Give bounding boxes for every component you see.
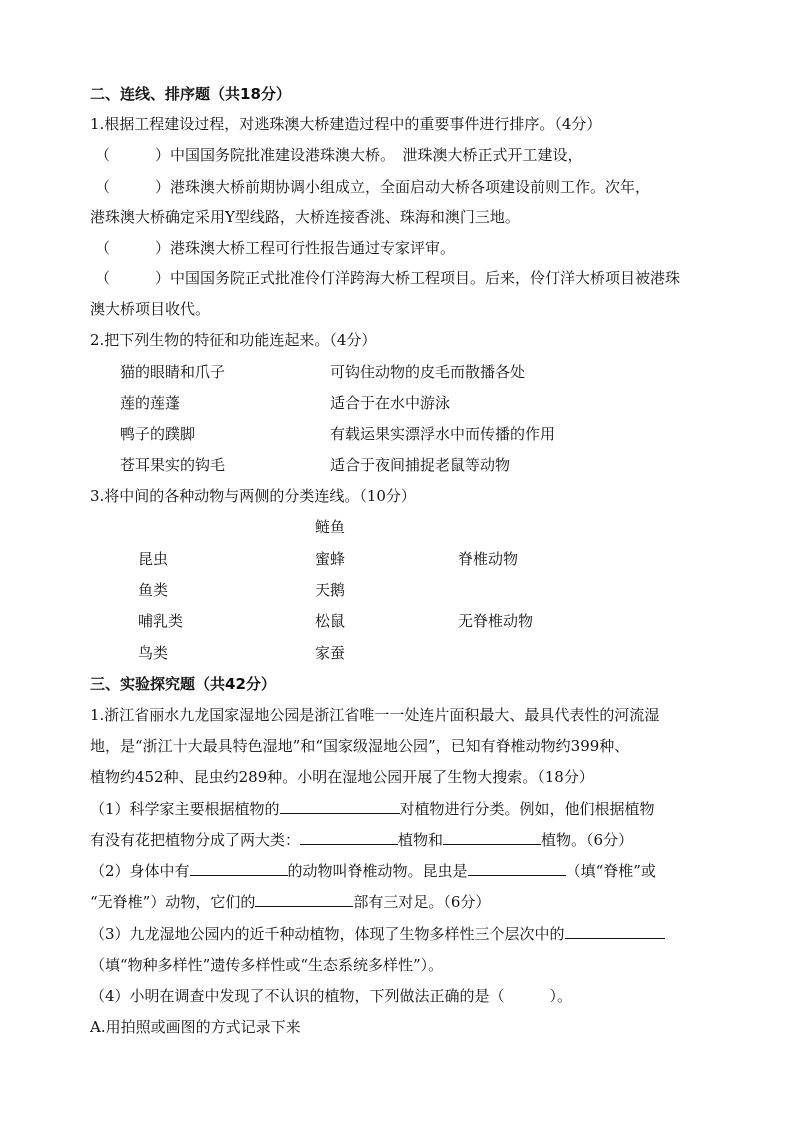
q2-left-1: 猫的眼睛和爪子 [120, 363, 226, 381]
s3q1-intro-1: 1.浙江省丽水九龙国家湿地公园是浙江省唯一一处连片面积最大、最具代表性的河流湿 [90, 706, 660, 724]
q1-item-4: （ ）中国国务院正式批准伶仃洋跨海大桥工程项目。后来，伶仃洋大桥项目被港珠 [95, 269, 681, 287]
q3-left-4: 鸟类 [138, 644, 169, 662]
s3q1-intro-3: 植物约452种、昆虫约289种。小明在湿地公园开展了生物大搜索。（18分） [90, 768, 594, 786]
q2-left-2: 莲的莲蓬 [120, 394, 181, 412]
part1-text-b: 对植物进行分类。例如，他们根据植物 [399, 800, 655, 818]
s3q1-part2-line1 [90, 861, 656, 881]
q2-right-3: 有载运果实漂浮水中而传播的作用 [330, 425, 556, 443]
q3-left-2: 鱼类 [138, 581, 169, 599]
q2-right-1: 可钩住动物的皮毛而散播各处 [330, 363, 526, 381]
q3-right-1: 脊椎动物 [458, 550, 519, 568]
part2-text-c: （填“脊椎”或 [565, 862, 656, 880]
q1-stem: 1.根据工程建设过程，对逃珠澳大桥建造过程中的重要事件进行排序。（4分） [90, 115, 602, 133]
q1-item-4-cont: 澳大桥项目收代。 [90, 300, 211, 318]
part2-text-a: （2）身体中有 [90, 862, 190, 880]
answer-blank-5[interactable] [468, 861, 566, 876]
s3q1-part1-line2 [90, 830, 633, 850]
answer-blank-3[interactable] [443, 830, 541, 845]
s3q1-part4: （4）小明在调查中发现了不认识的植物，下列做法正确的是（ ）。 [90, 987, 573, 1005]
q1-item-3: （ ）港珠澳大桥工程可行性报告通过专家评审。 [95, 239, 456, 257]
s3q1-intro-2: 地，是“浙江十大最具特色湿地”和“国家级湿地公园”，已知有脊椎动物约399种、 [90, 737, 630, 755]
q2-stem: 2.把下列生物的特征和功能连起来。（4分） [90, 331, 377, 349]
q2-right-4: 适合于夜间捕捉老鼠等动物 [330, 456, 511, 474]
answer-blank-4[interactable] [190, 861, 288, 876]
part2-text-b: 的动物叫脊椎动物。昆虫是 [287, 862, 468, 880]
q3-middle-1: 鲢鱼 [315, 518, 346, 536]
answer-blank-2[interactable] [300, 830, 398, 845]
s3q1-part2-line2 [90, 892, 490, 912]
q1-item-2: （ ）港珠澳大桥前期协调小组成立，全面启动大桥各项建设前则工作。次年， [95, 178, 651, 196]
part1-text-a: （1）科学家主要根据植物的 [90, 800, 280, 818]
q3-right-2: 无脊椎动物 [458, 612, 534, 630]
q3-middle-5: 家蚕 [315, 644, 346, 662]
s3q1-part3-line1 [90, 924, 665, 944]
part1-text-e: 植物。（6分） [541, 831, 634, 849]
q2-right-2: 适合于在水中游泳 [330, 394, 451, 412]
q3-middle-2: 蜜蜂 [315, 550, 346, 568]
part3-text-a: （3）九龙湿地公园内的近千种动植物，体现了生物多样性三个层次中的 [90, 925, 565, 943]
q2-left-4: 苍耳果实的钩毛 [120, 456, 226, 474]
part2-text-e: 部有三对足。（6分） [353, 893, 491, 911]
section3-title: 三、实验探究题（共42分） [90, 675, 276, 693]
s3q1-option-a: A.用拍照或画图的方式记录下来 [90, 1018, 301, 1036]
answer-blank-6[interactable] [255, 892, 353, 907]
q3-middle-3: 天鹅 [315, 581, 346, 599]
q2-left-3: 鸭子的蹼脚 [120, 425, 196, 443]
s3q1-part1-line1 [90, 799, 655, 819]
answer-blank-1[interactable] [280, 799, 400, 814]
section2-title: 二、连线、排序题（共18分） [90, 85, 291, 103]
part1-text-c: 有没有花把植物分成了两大类： [90, 831, 301, 849]
part1-text-d: 植物和 [398, 831, 444, 849]
q1-item-2-cont: 港珠澳大桥确定采用Y型线路，大桥连接香洮、珠海和澳门三地。 [90, 208, 520, 226]
q3-left-3: 哺乳类 [138, 612, 184, 630]
q3-middle-4: 松鼠 [315, 612, 346, 630]
answer-blank-7[interactable] [565, 924, 665, 939]
q3-stem: 3.将中间的各种动物与两侧的分类连线。（10分） [90, 487, 416, 505]
q3-left-1: 昆虫 [138, 550, 169, 568]
q1-item-1: （ ）中国国务院批准建设港珠澳大桥。 泄珠澳大桥正式开工建设， [95, 146, 583, 164]
s3q1-part3-line2: （填“物种多样性”遗传多样性或“生态系统多样性”）。 [90, 956, 444, 974]
part2-text-d: “无脊椎”）动物，它们的 [90, 893, 256, 911]
